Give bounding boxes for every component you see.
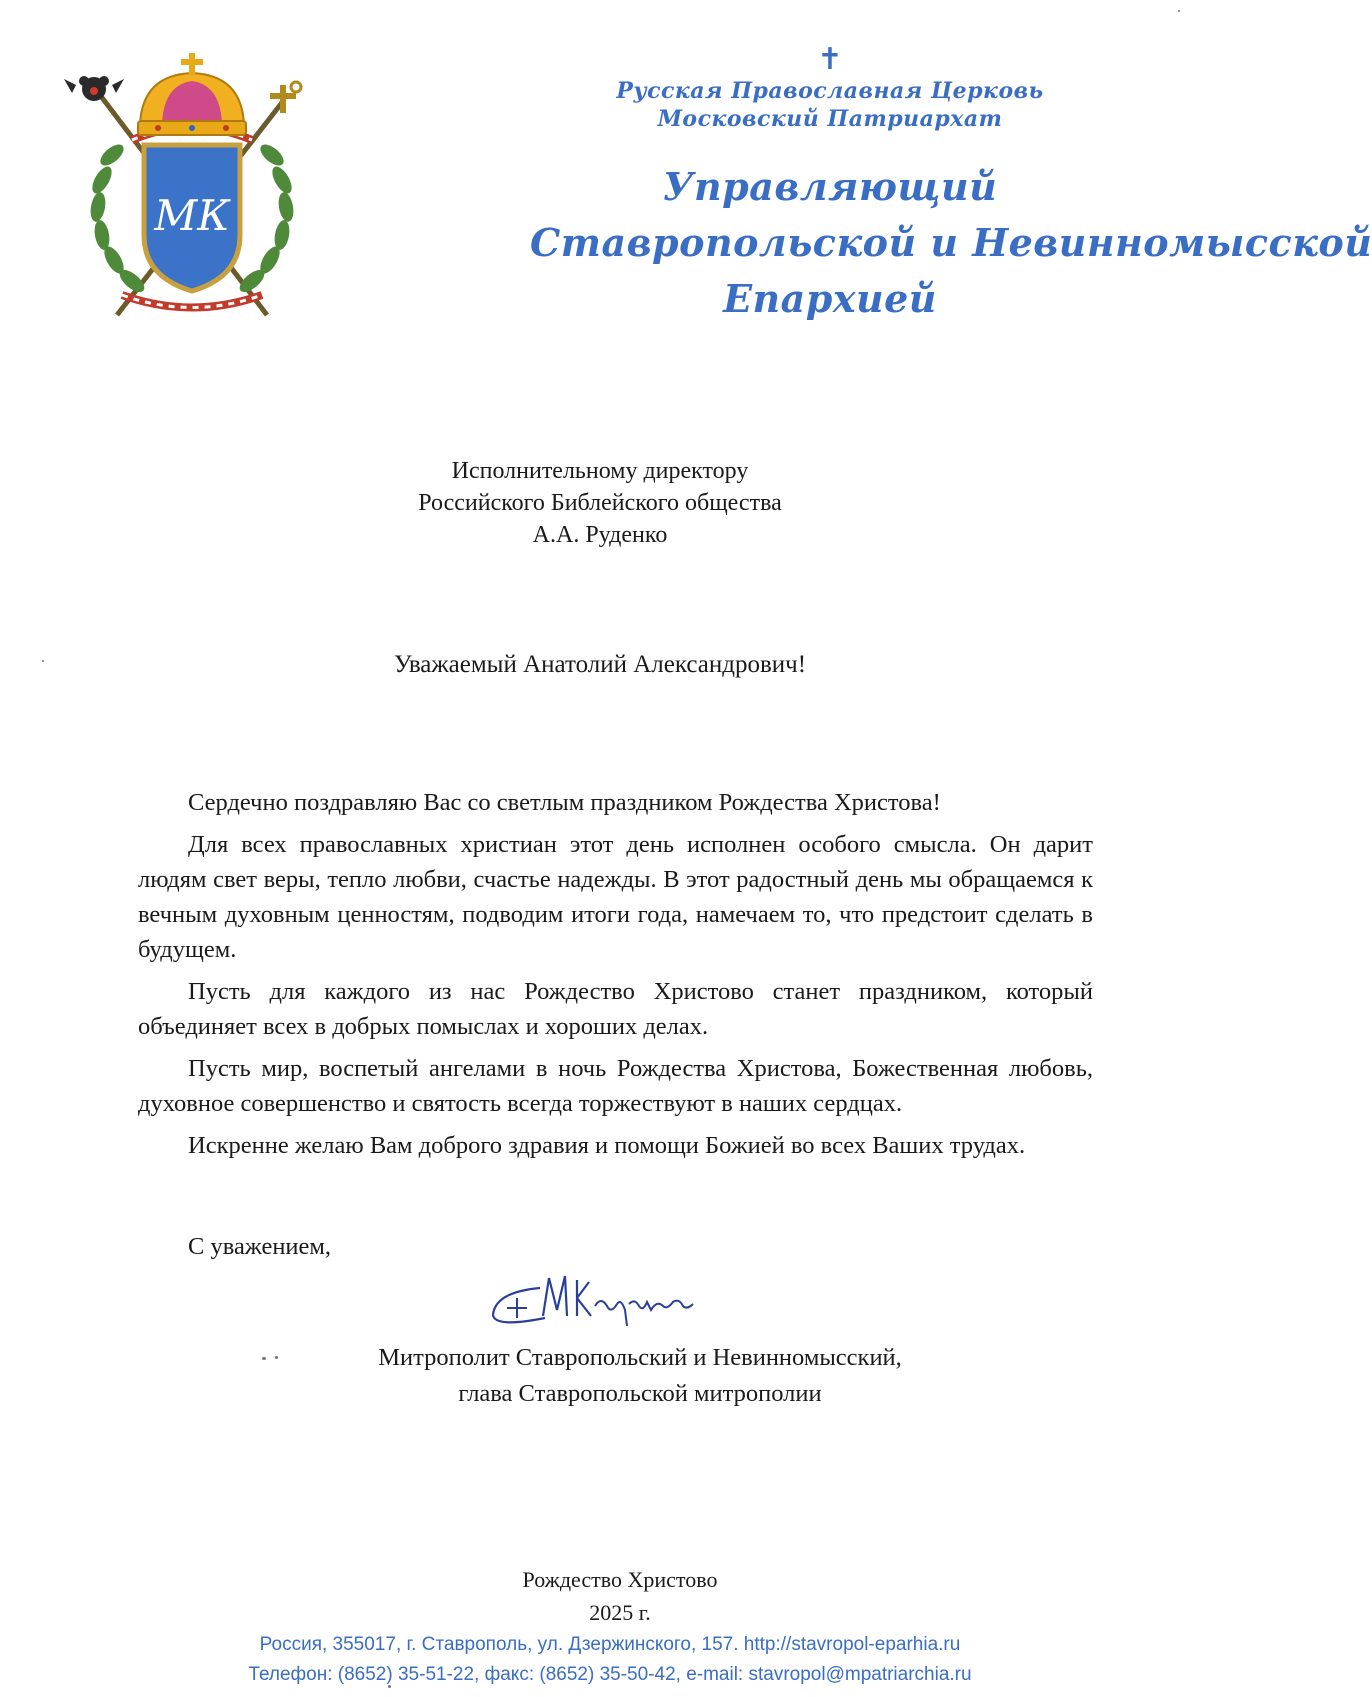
body-paragraph-3: Пусть для каждого из нас Рождество Христово станет праздником, который объединяет всех в добрых помыслах и хороших делах. [138,978,1093,1040]
diocese-coat-of-arms [62,45,322,345]
addressee-block [370,455,830,551]
footer-address: Россия, 355017, г. Ставрополь, ул. Дзержинского, 157. http://stavropol-eparhia.ru [259,1634,961,1655]
addressee-position: Исполнительному директору [451,458,749,484]
signatory-title: Митрополит Ставропольский и Невинномысский, [378,1344,902,1371]
body-paragraph-2: Для всех православных христиан этот день исполнен особого смысла. Он дарит людям свет веры, тепло любви, счастье надежды. В этот радостный день мы обращаемся к вечным духовным ценностям, подводим итоги года, намечаем то, что предстоит сделать в будущем. [138,831,1093,963]
emblem-monogram: МК [154,191,230,240]
addressee-name: А.А. Руденко [532,522,668,548]
salutation: Уважаемый Анатолий Александрович! [393,651,807,678]
scan-speck [262,1357,266,1360]
signatory-position: глава Ставропольской митрополии [458,1380,822,1407]
signatory-block [320,1340,960,1412]
scan-speck [275,1356,278,1359]
letter-body [138,785,1093,1170]
title-line-2: Ставропольской и Невинномысской [530,220,1372,265]
eagle-icon [64,76,124,101]
handwritten-signature [485,1270,730,1335]
letterhead [530,42,1372,327]
body-paragraph-5: Искренне желаю Вам доброго здравия и помощи Божией во всех Ваших трудах. [188,1132,1026,1159]
body-paragraph-4: Пусть мир, воспетый ангелами в ночь Рождества Христова, Божественная любовь, духовное совершенство и святость всегда торжествуют в наших сердцах. [138,1055,1093,1117]
date-block [470,1563,770,1629]
patriarchate-name: Московский Патриархат [657,106,1003,132]
body-paragraph-1: Сердечно поздравляю Вас со светлым праздником Рождества Христова! [188,789,941,816]
letterhead-title [530,159,1372,327]
title-line-3: Епархией [723,276,937,321]
title-line-1: Управляющий [662,164,998,209]
cross-icon: ✝ [817,42,843,77]
scan-speck [388,1685,391,1688]
footer-contacts: Телефон: (8652) 35-51-22, факс: (8652) 35-50-42, e-mail: stavropol@mpatriarchia.ru [248,1664,972,1685]
scan-speck [1178,10,1180,12]
date-year: 2025 г. [589,1600,651,1625]
mitre-crown-icon [138,53,246,135]
date-occasion: Рождество Христово [522,1567,718,1592]
closing-phrase: С уважением, [188,1233,332,1260]
church-name: Русская Православная Церковь [616,78,1044,104]
letterhead-footer [200,1630,1020,1690]
addressee-organization: Российского Библейского общества [418,490,782,516]
scan-speck [42,660,44,662]
